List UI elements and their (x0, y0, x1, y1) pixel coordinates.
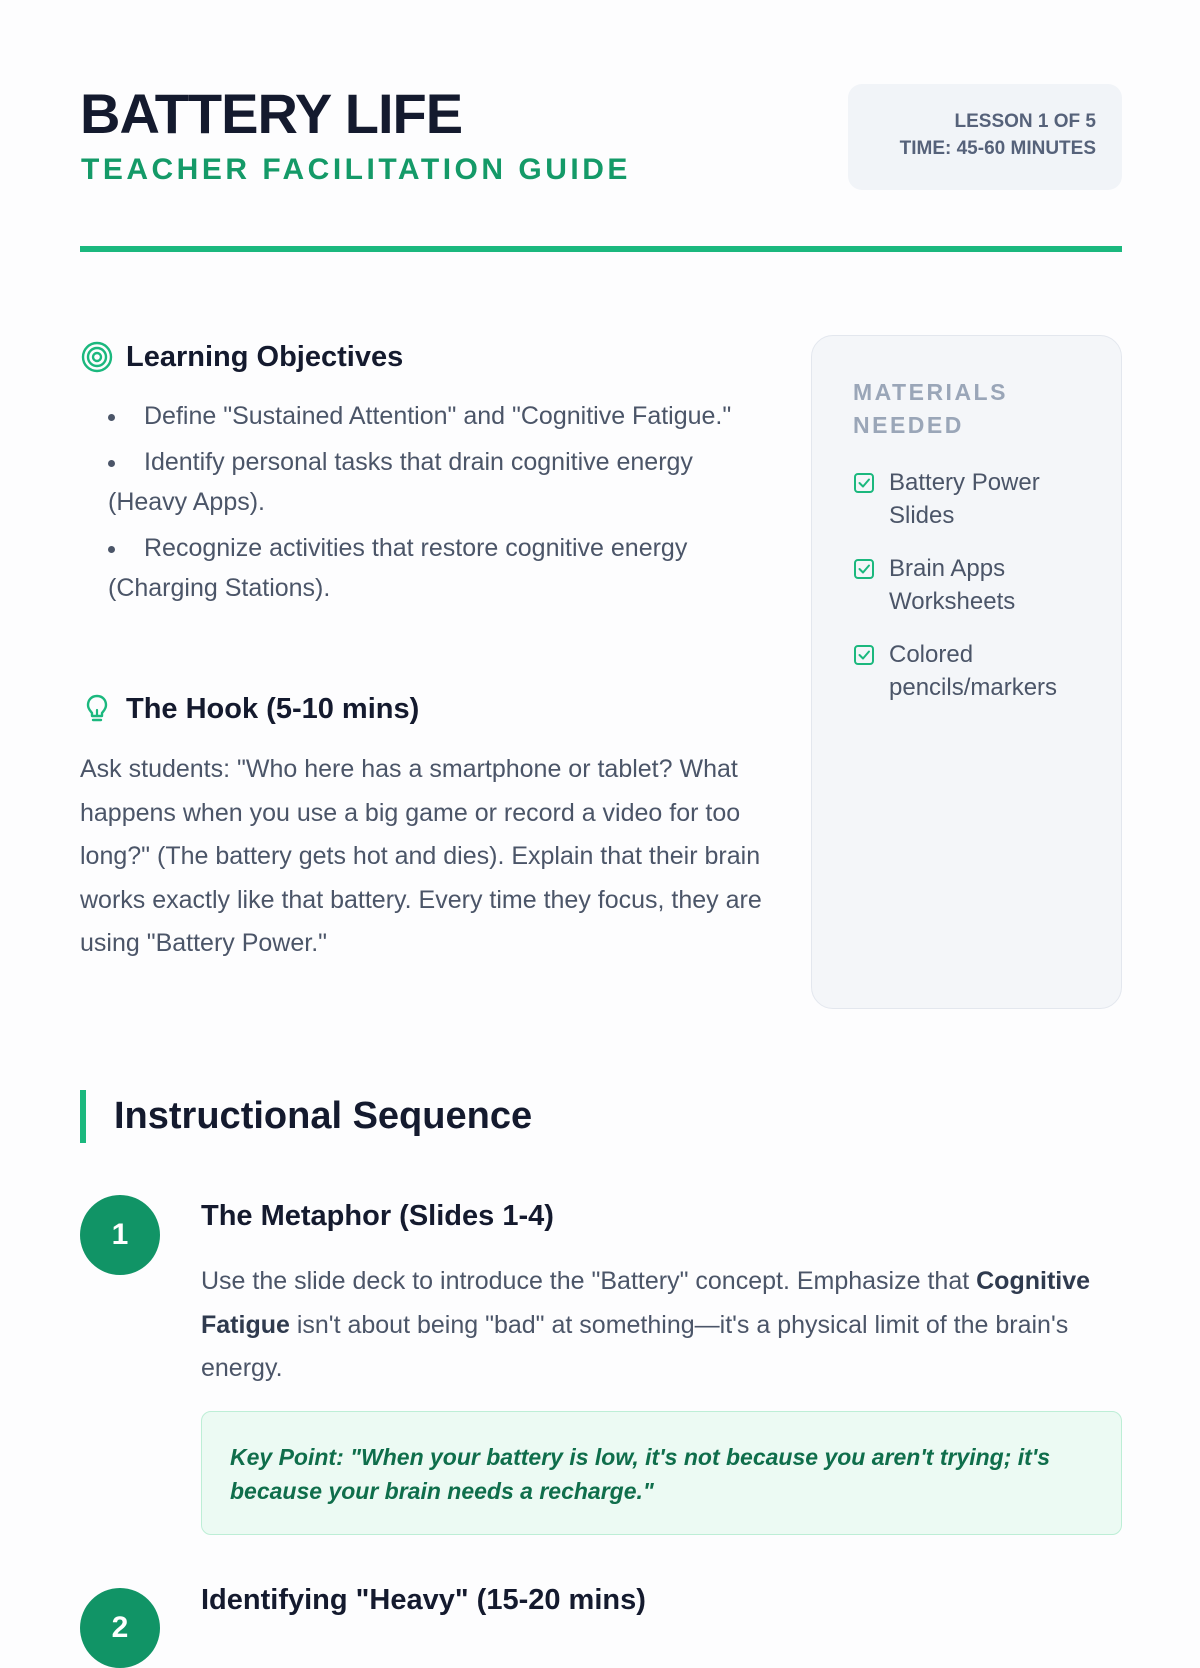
materials-card (811, 335, 1122, 1009)
materials-item (853, 552, 1091, 618)
list-item: Identify personal tasks that drain cognitive energy (Heavy Apps). (108, 442, 768, 522)
materials-item-label: Brain Apps Worksheets (889, 555, 1016, 615)
section-accent-bar (80, 1090, 86, 1143)
lesson-number: LESSON 1 OF 5 (954, 111, 1096, 132)
lesson-info-box (848, 84, 1122, 190)
hook-heading (80, 692, 419, 726)
page-subtitle: TEACHER FACILITATION GUIDE (81, 153, 631, 186)
list-item: Recognize activities that restore cognitive energy (Charging Stations). (108, 528, 768, 608)
sequence-title: Instructional Sequence (114, 1095, 533, 1137)
lesson-time: TIME: 45-60 MINUTES (899, 138, 1096, 159)
checkbox-icon (853, 472, 875, 494)
lightbulb-icon (80, 692, 114, 726)
step-text-emphasis: Cognitive Fatigue (201, 1267, 1091, 1339)
checkbox-icon (853, 558, 875, 580)
materials-item-label: Battery Power Slides (889, 469, 1040, 529)
objectives-title: Learning Objectives (126, 340, 404, 373)
hook-title: The Hook (5-10 mins) (126, 692, 420, 725)
key-point-callout: Key Point: "When your battery is low, it's not because you aren't trying; it's because your brain needs a recharge." (201, 1411, 1122, 1535)
checkbox-icon (853, 644, 875, 666)
step-title: Identifying "Heavy" (15-20 mins) (201, 1584, 646, 1616)
target-icon (80, 340, 114, 374)
step-number-badge: 2 (80, 1588, 160, 1668)
header-divider (80, 246, 1122, 252)
objectives-heading (80, 340, 403, 374)
list-item: Define "Sustained Attention" and "Cognitive Fatigue." (108, 396, 768, 436)
step-text: Use the slide deck to introduce the "Battery" concept. Emphasize that Cognitive Fatigue isn't about being "bad" at something—it's a physical limit of the brain's energy. (201, 1267, 1091, 1382)
materials-title: MATERIALS NEEDED (853, 379, 1008, 438)
page-title: BATTERY LIFE (80, 82, 463, 145)
materials-item-label: Colored pencils/markers (889, 641, 1058, 701)
step-title: The Metaphor (Slides 1-4) (201, 1200, 554, 1232)
materials-item (853, 466, 1091, 532)
hook-text: Ask students: "Who here has a smartphone or tablet? What happens when you use a big game or record a video for too long?" (The battery gets hot and dies). Explain that their brain works exactly like that battery. Every time they focus, they are using "Battery Power." (80, 755, 762, 957)
materials-item (853, 638, 1091, 704)
objectives-list (108, 396, 768, 614)
step-number-badge: 1 (80, 1195, 160, 1275)
